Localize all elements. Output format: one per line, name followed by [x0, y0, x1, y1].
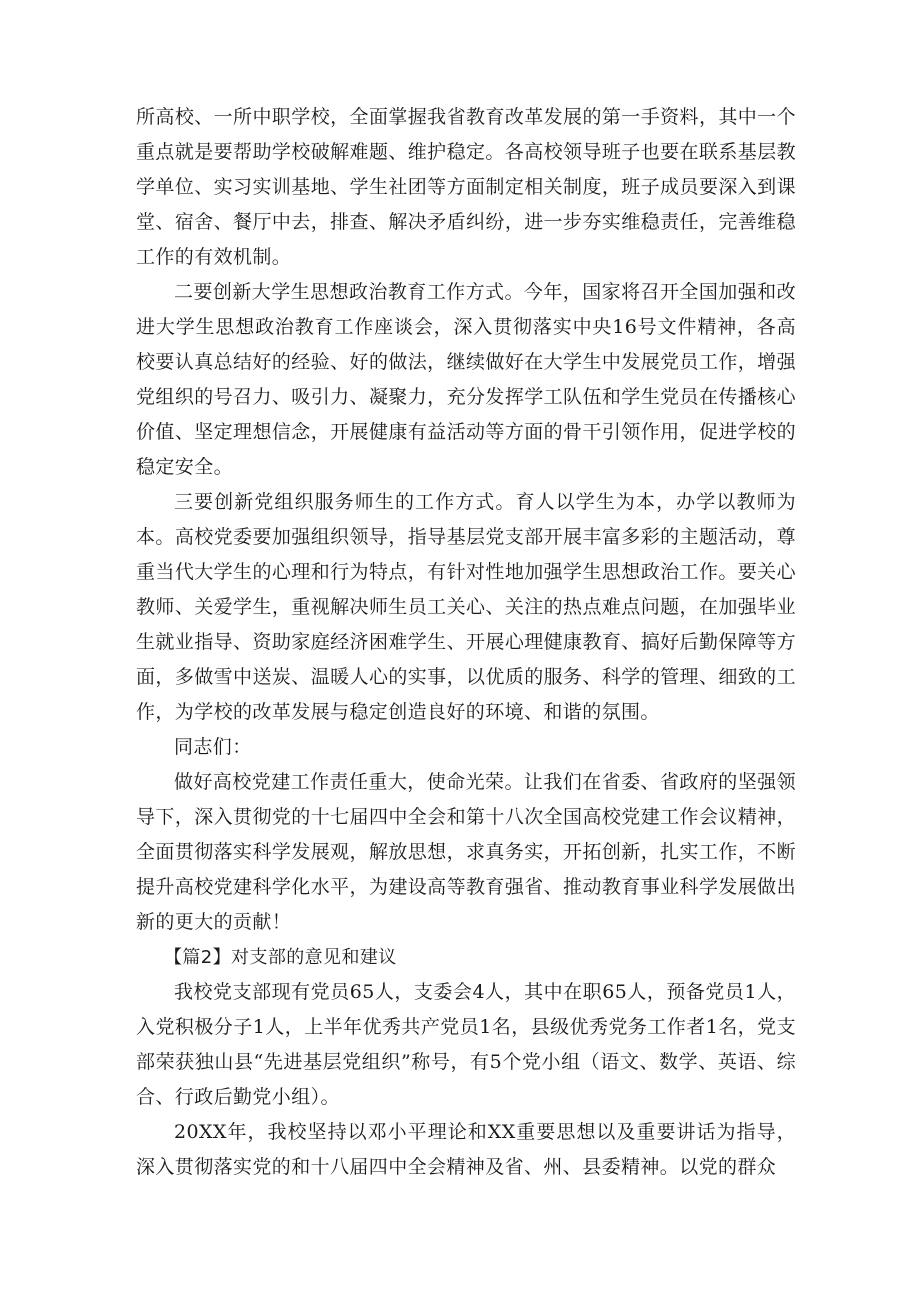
document-page — [136, 100, 796, 1185]
paragraph-continuation: 所高校、一所中职学校，全面掌握我省教育改革发展的第一手资料，其中一个重点就是要帮助学校破解难题、维护稳定。各高校领导班子也要在联系基层教学单位、实习实训基地、学生社团等方面制定相关制度，班子成员要深入到课堂、宿舍、餐厅中去，排查、解决矛盾纠纷，进一步夯实维稳责任，完善维稳工作的有效机制。 — [136, 106, 796, 268]
paragraph-branch-overview: 我校党支部现有党员65人，支委会4人，其中在职65人，预备党员1人，入党积极分子1人，上半年优秀共产党员1名，县级优秀党务工作者1名，党支部荣获独山县“先进基层党组织”称号，有5个党小组（语文、数学、英语、综合、行政后勤党小组）。 — [136, 981, 796, 1108]
paragraph-annual-work: 20XX年，我校坚持以邓小平理论和XX重要思想以及重要讲话为指导，深入贯彻落实党的和十八届四中全会精神及省、州、县委精神。以党的群众 — [136, 1121, 796, 1178]
paragraph-salutation: 同志们： — [174, 736, 252, 758]
paragraph-ideological-education: 二要创新大学生思想政治教育工作方式。今年，国家将召开全国加强和改进大学生思想政治教育工作座谈会，深入贯彻落实中央16号文件精神，各高校要认真总结好的经验、好的做法，继续做好在大学生中发展党员工作，增强党组织的号召力、吸引力、凝聚力，充分发挥学工队伍和学生党员在传播核心价值、坚定理想信念，开展健康有益活动等方面的骨干引领作用，促进学校的稳定安全。 — [136, 281, 796, 478]
section-heading: 【篇2】对支部的意见和建议 — [164, 947, 397, 968]
paragraph-closing: 做好高校党建工作责任重大，使命光荣。让我们在省委、省政府的坚强领导下，深入贯彻党的十七届四中全会和第十八次全国高校党建工作会议精神，全面贯彻落实科学发展观，解放思想，求真务实，开拓创新，扎实工作，不断提升高校党建科学化水平，为建设高等教育强省、推动教育事业科学发展做出新的更大的贡献！ — [136, 771, 796, 933]
paragraph-party-service: 三要创新党组织服务师生的工作方式。育人以学生为本，办学以教师为本。高校党委要加强组织领导，指导基层党支部开展丰富多彩的主题活动，尊重当代大学生的心理和行为特点，有针对性地加强学生思想政治工作。要关心教师、关爱学生，重视解决师生员工关心、关注的热点难点问题，在加强毕业生就业指导、资助家庭经济困难学生、开展心理健康教育、搞好后勤保障等方面，多做雪中送炭、温暖人心的实事，以优质的服务、科学的管理、细致的工作，为学校的改革发展与稳定创造良好的环境、和谐的氛围。 — [136, 491, 796, 723]
